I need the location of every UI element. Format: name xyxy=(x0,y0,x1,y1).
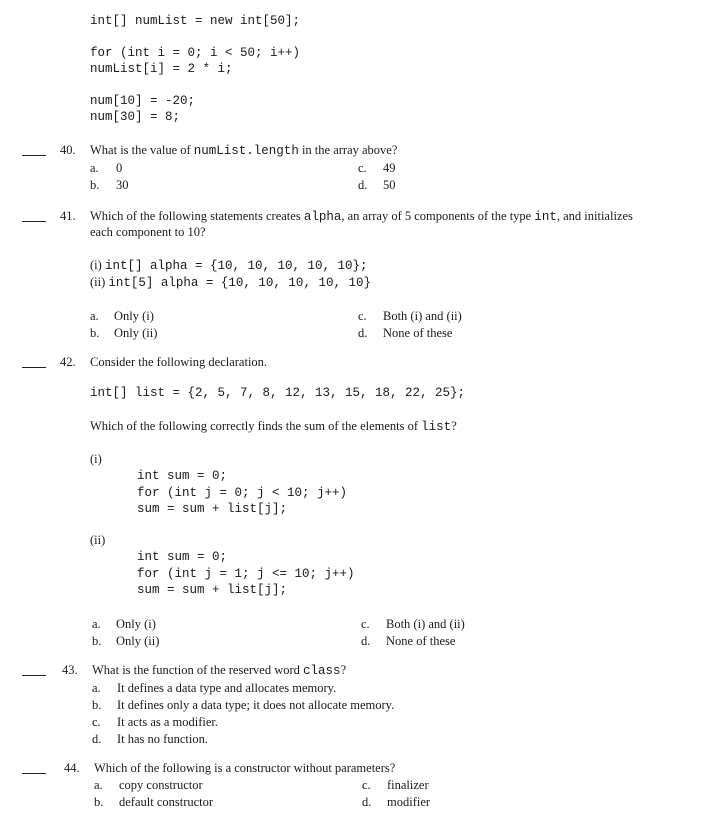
option-a: a. It defines a data type and allocates memory. xyxy=(92,681,337,695)
code-line: num[10] = -20; xyxy=(90,94,196,108)
question-number: 40. xyxy=(60,143,76,157)
code-line: for (int i = 0; i < 50; i++) xyxy=(90,46,301,60)
option-d: d. None of these xyxy=(361,634,456,648)
question-text: What is the function of the reserved word class? xyxy=(92,663,347,678)
question-text: Which of the following statements creates alpha, an array of 5 components of the type int, and initializes xyxy=(90,209,633,224)
code-line: numList[i] = 2 * i; xyxy=(90,62,233,76)
question-text: What is the value of numList.length in the array above? xyxy=(90,143,398,158)
code-line: for (int j = 0; j < 10; j++) xyxy=(137,486,348,500)
option-d: d. 50 xyxy=(358,178,396,192)
option-d: d. None of these xyxy=(358,326,453,340)
code-line: sum = sum + list[j]; xyxy=(137,583,288,597)
option-a: a. Only (i) xyxy=(90,309,154,323)
answer-blank[interactable] xyxy=(22,675,46,676)
answer-blank[interactable] xyxy=(22,773,46,774)
option-b: b. 30 xyxy=(90,178,129,192)
option-a: a. Only (i) xyxy=(92,617,156,631)
code-line: sum = sum + list[j]; xyxy=(137,502,288,516)
option-d: d. It has no function. xyxy=(92,732,208,746)
statement-i: (i) int[] alpha = {10, 10, 10, 10, 10}; xyxy=(90,258,368,273)
option-c: c. 49 xyxy=(358,161,396,175)
question-prompt: Which of the following correctly finds the sum of the elements of list? xyxy=(90,419,457,434)
question-number: 44. xyxy=(64,761,80,775)
option-c: c. It acts as a modifier. xyxy=(92,715,219,729)
option-d: d. modifier xyxy=(362,795,431,809)
code-line: for (int j = 1; j <= 10; j++) xyxy=(137,567,355,581)
option-b: b. Only (ii) xyxy=(92,634,160,648)
option-b: b. Only (ii) xyxy=(90,326,158,340)
code-line: int[] numList = new int[50]; xyxy=(90,14,301,28)
question-text: Consider the following declaration. xyxy=(90,355,268,369)
answer-blank[interactable] xyxy=(22,155,46,156)
block-ii-label: (ii) xyxy=(90,533,106,547)
option-a: a. 0 xyxy=(90,161,123,175)
code-line: num[30] = 8; xyxy=(90,110,181,124)
option-b: b. It defines only a data type; it does not allocate memory. xyxy=(92,698,395,712)
statement-ii: (ii) int[5] alpha = {10, 10, 10, 10, 10} xyxy=(90,275,371,290)
option-a: a. copy constructor xyxy=(94,778,203,792)
declaration-code: int[] list = {2, 5, 7, 8, 12, 13, 15, 18, 22, 25}; xyxy=(90,386,466,400)
code-line: int sum = 0; xyxy=(137,550,228,564)
option-c: c. finalizer xyxy=(362,778,429,792)
answer-blank[interactable] xyxy=(22,221,46,222)
question-number: 42. xyxy=(60,355,76,369)
block-i-label: (i) xyxy=(90,452,102,466)
code-line: int sum = 0; xyxy=(137,469,228,483)
question-number: 41. xyxy=(60,209,76,223)
option-c: c. Both (i) and (ii) xyxy=(358,309,462,323)
option-b: b. default constructor xyxy=(94,795,214,809)
question-text-continued: each component to 10? xyxy=(90,225,206,239)
question-number: 43. xyxy=(62,663,78,677)
question-text: Which of the following is a constructor without parameters? xyxy=(94,761,396,775)
option-c: c. Both (i) and (ii) xyxy=(361,617,465,631)
answer-blank[interactable] xyxy=(22,367,46,368)
